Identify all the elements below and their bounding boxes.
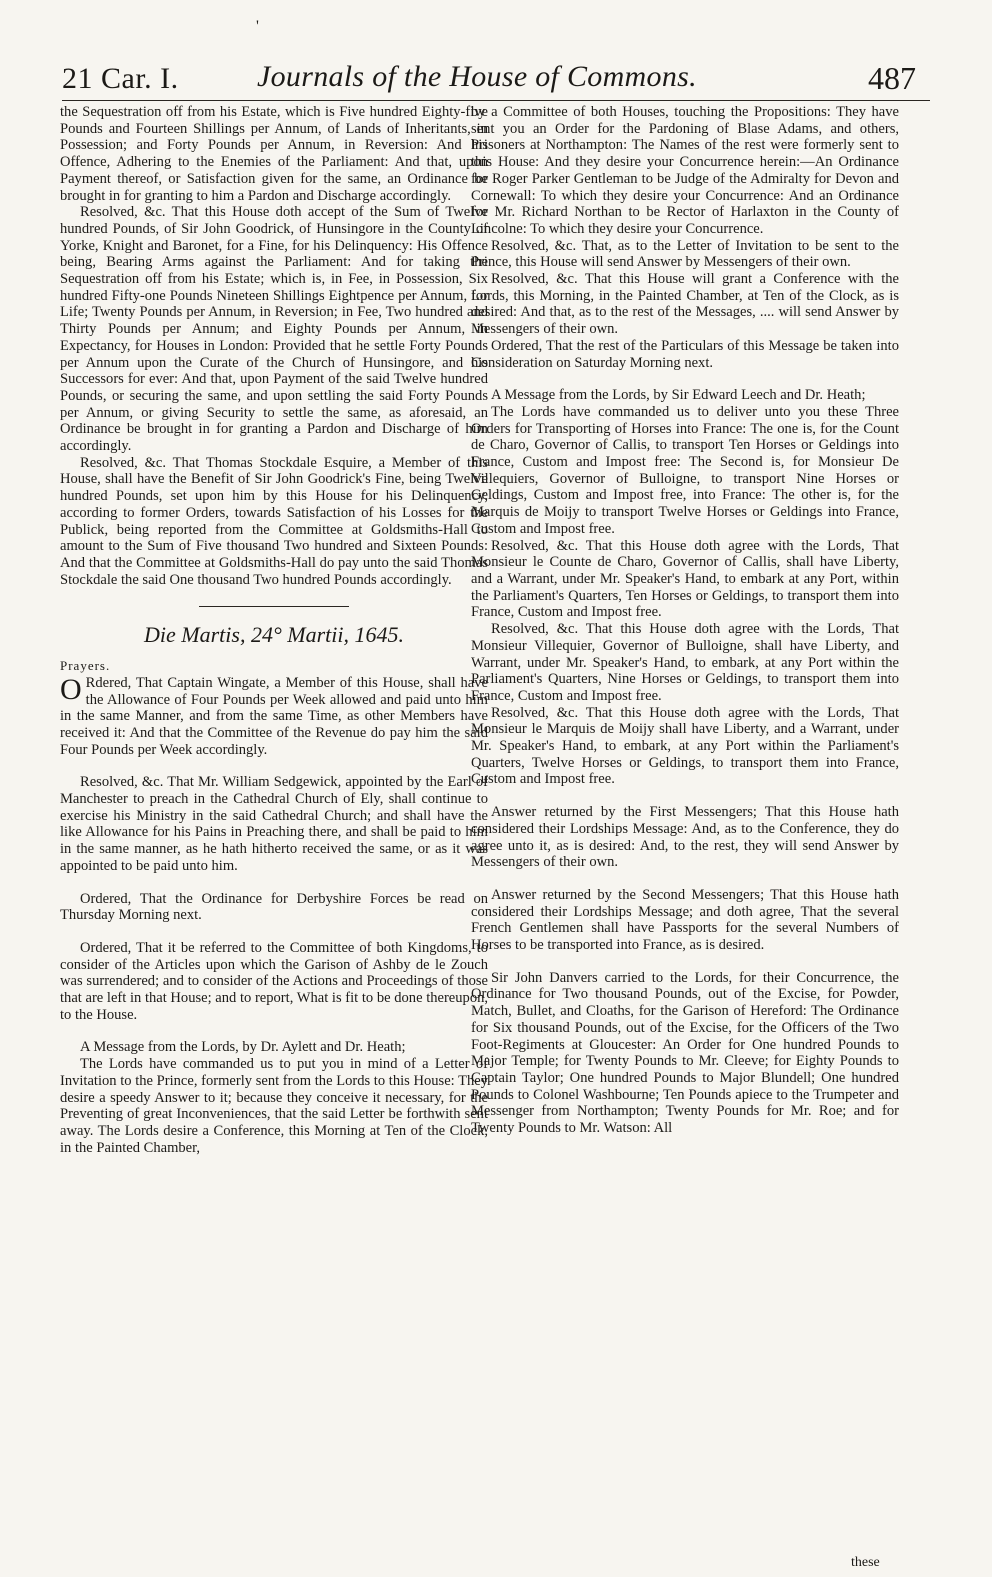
paragraph: A Message from the Lords, by Dr. Aylett and Dr. Heath; xyxy=(80,1039,406,1056)
paragraph: Answer returned by the Second Messengers; That this House hath considered their Lordships Message; and doth agree, That the several French Gentlemen shall have Passports for the several Numbers of Horses to be transported into France, as is desired. xyxy=(471,886,899,954)
paragraph: The Lords have commanded us to deliver unto you these Three Orders for Transporting of Horses into France: The one is, for the Count de Charo, Governor of Callis, to transport Ten Horses or Geldings into France, Custom and Impost free: The Second is, for Monsieur De Villequiers, Governor of Bulloigne, to transport Nine Horses or Geldings, Custom and Impost free, into France: The other is, for the Marquis de Moijy to transport Twelve Horses or Geldings into France, Custom and Impost free. xyxy=(471,403,899,537)
section-divider xyxy=(199,606,349,607)
tick-mark: ' xyxy=(256,18,259,35)
paragraph: Resolved, &c. That this House doth accept of the Sum of Twelve hundred Pounds, of Sir John Goodrick, of Hunsingore in the County of Yorke, Knight and Baronet, for a Fine, for his Delinquency: His Offence being, Bearing Arms against the Parliament: And for taking the Sequestration off from his Estate; which is, in Fee, in Possession, Six hundred Fifty-one Pounds Nineteen Shillings Eightpence per Annum, for Life; Twenty Pounds per Annum, in Reversion; in Fee, Two hundred and Thirty Pounds per Annum; and Eighty Pounds per Annum, in Expectancy, for Houses in London: Provided that he settle Forty Pounds per Annum upon the Curate of the Church of Hunsingore, and his Successors for ever: And that, upon Payment of the said Twelve hundred Pounds, or securing the same, and upon settling the said Forty Pounds per Annum, or giving Security to settle the same, as aforesaid, an Ordinance be brought in for granting a Pardon and Discharge of him accordingly. xyxy=(60,204,488,455)
running-head-title: Journals of the House of Commons. xyxy=(257,60,697,93)
paragraph xyxy=(60,672,488,759)
paragraph: Resolved, &c. That this House will grant a Conference with the Lords, this Morning, in the Painted Chamber, at Ten of the Clock, as is desired: And that, as to the rest of the Messages, .... will send Answer by Messengers of their own. xyxy=(471,271,899,338)
paragraph: the Sequestration off from his Estate, which is Five hundred Eighty-five Pounds and Fourteen Shillings per Annum, of Lands of Inheritants, in Possession; and Forty Pounds per Annum, in Reversion: And his Offence, Adhering to the Enemies of the Parliament: And that, upon Payment thereof, or Satisfaction given for the same, an Ordinance be brought in for granting to him a Pardon and Discharge accordingly. xyxy=(60,104,488,204)
paragraph: Sir John Danvers carried to the Lords, for their Concurrence, the Ordinance for Two thousand Pounds, out of the Excise, for Powder, Match, Bullet, and Cloaths, for the Garison of Hereford: The Ordinance for Six thousand Pounds, out of the Excise, for the Officers of the Two Foot-Regiments at Gloucester: An Order for One hundred Pounds to Major Temple; for Twenty Pounds to Mr. Cleeve; for Eighty Pounds to Captain Taylor; One hundred Pounds to Major Blundell; One hundred Pounds to Colonel Washbourne; Ten Pounds apiece to the Trumpeter and Messenger from Northampton; Twenty Pounds for Mr. Roe; and for Twenty Pounds to Mr. Watson: All xyxy=(471,969,899,1137)
page-number: 487 xyxy=(868,60,916,96)
paragraph: Resolved, &c. That Thomas Stockdale Esquire, a Member of this House, shall have the Benefit of Sir John Goodrick's Fine, being Twelve hundred Pounds, set upon him by this House for his Delinquency, according to former Orders, towards Satisfaction of his Losses for the Publick, being reported from the Committee at Goldsmiths-Hall to amount to the Sum of Five thousand Two hundred and Sixteen Pounds: And that the Committee at Goldsmiths-Hall do pay unto the said Thomas Stockdale the said One thousand Two hundred Pounds accordingly. xyxy=(60,454,488,588)
catchword: these xyxy=(851,1555,880,1570)
header-rule xyxy=(62,100,930,101)
prayers-heading: Prayers. xyxy=(60,658,111,674)
paragraph: Resolved, &c. That, as to the Letter of Invitation to be sent to the Prince, this House will send Answer by Messengers of their own. xyxy=(471,237,899,271)
paragraph: Resolved, &c. That Mr. William Sedgewick, appointed by the Earl of Manchester to preach in the Cathedral Church of Ely, shall continue to exercise his Ministry in the said Cathedral Church; and shall have the like Allowance for his Pains in Preaching there, and shall be paid to him in the same manner, as he hath hitherto received the same, or as it was appointed to be paid unto him. xyxy=(60,774,488,874)
paragraph: Resolved, &c. That this House doth agree with the Lords, That Monsieur le Marquis de Moijy shall have Liberty, and a Warrant, under Mr. Speaker's Hand, to embark, at any Port within the Parliament's Quarters, Twelve Horses or Geldings, to transport them into France, Custom and Impost free. xyxy=(471,704,899,788)
drop-cap: O xyxy=(60,672,82,706)
running-head-reign: 21 Car. I. xyxy=(62,62,179,95)
paragraph: Ordered, That the rest of the Particulars of this Message be taken into Consideration on Saturday Morning next. xyxy=(471,337,899,371)
paragraph: Resolved, &c. That this House doth agree with the Lords, That Monsieur Villequier, Governor of Bulloigne, shall have Liberty, and Warrant, under Mr. Speaker's Hand, to embark, at any Port within the Parliament's Quarters, Nine Horses or Geldings, to transport them into France, Custom and Impost free. xyxy=(471,621,899,704)
right-column xyxy=(471,104,899,1137)
paragraph: by a Committee of both Houses, touching the Propositions: They have sent you an Order for the Pardoning of Blase Adams, and others, Prisoners at Northampton: The Names of the rest were formerly sent to this House: And they desire your Concurrence herein:—An Ordinance for Roger Parker Gentleman to be Judge of the Admiralty for Devon and Cornewall: To which they desire your Concurrence: And an Ordinance for Mr. Richard Northan to be Rector of Harlaxton in the County of Lincolne: To which they desire your Concurrence. xyxy=(471,104,899,237)
paragraph: Answer returned by the First Messengers; That this House hath considered their Lordships Message: And, as to the Conference, they do agree unto it, as is desired: And, to the rest, they will send Answer by Messengers of their own. xyxy=(471,804,899,871)
left-column xyxy=(60,104,488,1156)
paragraph: The Lords have commanded us to put you in mind of a Letter of Invitation to the Prince, formerly sent from the Lords to this House: They desire a speedy Answer to it; because they conceive it necessary, for the Preventing of great Inconveniences, that the said Letter be forthwith sent away. The Lords desire a Conference, this Morning at Ten of the Clock, in the Painted Chamber, xyxy=(60,1056,488,1156)
date-heading: Die Martis, 24° Martii, 1645. xyxy=(144,622,404,648)
paragraph: Ordered, That it be referred to the Committee of both Kingdoms, to consider of the Articles upon which the Garison of Ashby de le Zouch was surrendered; and to consider of the Actions and Proceedings of those that are left in that House; and to report, What is fit to be done thereupon, to the House. xyxy=(60,939,488,1023)
paragraph: Resolved, &c. That this House doth agree with the Lords, That Monsieur le Counte de Charo, Governor of Callis, shall have Liberty, and a Warrant, under Mr. Speaker's Hand, to embark at any Port, within the Parliament's Quarters, Ten Horses or Geldings, to transport them into France, Custom and Impost free. xyxy=(471,537,899,621)
paragraph: A Message from the Lords, by Sir Edward Leech and Dr. Heath; xyxy=(491,387,866,404)
paragraph-text: Rdered, That Captain Wingate, a Member of this House, shall have the Allowance of Four Pounds per Week allowed and paid unto him in the same Manner, and from the same Time, as other Members have received it: And that the Committee of the Revenue do pay him the said Four Pounds per Week accordingly. xyxy=(60,674,488,758)
paragraph: Ordered, That the Ordinance for Derbyshire Forces be read on Thursday Morning next. xyxy=(60,890,488,924)
